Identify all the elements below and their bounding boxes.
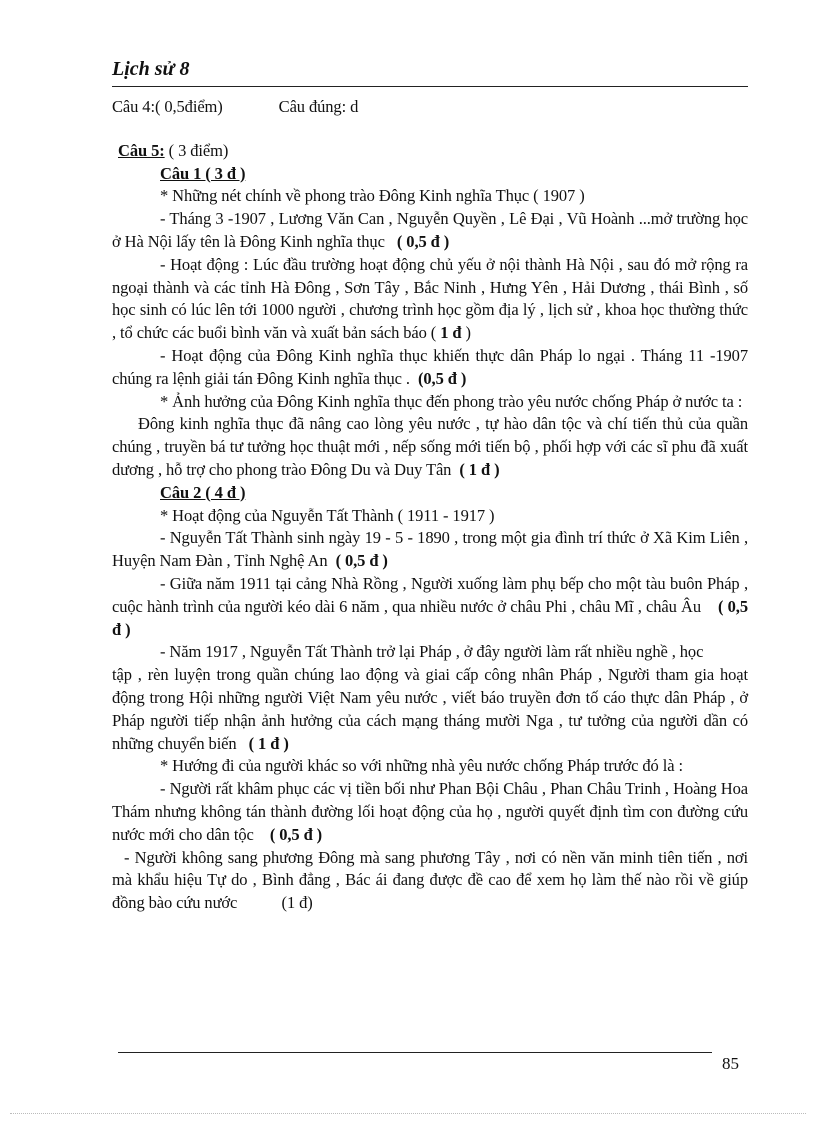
sub2-para-7 xyxy=(112,778,748,846)
sub2-para-4: - Năm 1917 , Nguyễn Tất Thành trở lại Pháp , ở đây người làm rất nhiều nghề , học xyxy=(160,642,704,662)
sub1-para-5: * Ảnh hưởng của Đông Kinh nghĩa thục đến phong trào yêu nước chống Pháp ở nước ta : xyxy=(160,391,743,411)
question-4-answer: Câu đúng: d xyxy=(278,97,359,116)
sub2-para-1: * Hoạt động của Nguyễn Tất Thành ( 1911 - 1917 ) xyxy=(160,505,495,525)
question-5-heading: Câu 5: xyxy=(118,140,165,160)
question-4-line xyxy=(112,96,748,119)
sub2-para-8-text: - Người không sang phương Đông mà sang phương Tây , nơi có nền văn minh tiên tiến , nơi mà khẩu hiệu Tự do , Bình đẳng , Bác ái đang được đề cao để xem họ làm thế nào rồi về giúp đồng bào cứu nước xyxy=(112,847,748,913)
sub2-para-7-text: - Người rất khâm phục các vị tiền bối như Phan Bội Châu , Phan Châu Trinh , Hoàng Hoa Thám nhưng không tán thành đường lối hoạt động của họ , người quyết định tìm con đường cứu nước mới cho dân tộc xyxy=(112,779,748,844)
sub1-para-2-text: - Tháng 3 -1907 , Lương Văn Can , Nguyễn Quyền , Lê Đại , Vũ Hoành ...mở trường học ở Hà Nội lấy tên là Đông Kinh nghĩa thục xyxy=(112,209,748,251)
sub2-para-5-mark: ( 1 đ ) xyxy=(248,733,289,753)
sub2-para-5-text: tập , rèn luyện trong quần chúng lao động và giai cấp công nhân Pháp , Người tham gia hoạt động trong Hội những người Việt Nam yêu nước , viết báo truyền đơn tố cáo thực dân Pháp , ở Pháp người tiếp nhận ảnh hưởng của cách mạng tháng mười Nga , tư tưởng của người dần có những chuyển biến xyxy=(112,665,748,753)
sub1-para-3 xyxy=(112,254,748,345)
sub2-para-5 xyxy=(112,664,748,755)
sub1-para-6 xyxy=(112,413,748,481)
sub2-heading-line xyxy=(160,482,748,505)
sub1-para-4 xyxy=(112,345,748,391)
question-5-points: ( 3 điểm) xyxy=(164,140,229,160)
sub2-para-3 xyxy=(112,573,748,641)
sub2-para-6: * Hướng đi của người khác so với những nhà yêu nước chống Pháp trước đó là : xyxy=(160,756,683,776)
sub2-para-2 xyxy=(112,527,748,573)
sub1-para-6-mark: ( 1 đ ) xyxy=(459,459,500,479)
sub1-para-4-mark: (0,5 đ ) xyxy=(418,368,467,388)
sub2-heading: Câu 2 ( 4 đ ) xyxy=(160,482,246,502)
sub2-para-3-mark: ( 0,5 đ ) xyxy=(112,596,748,639)
sub2-para-2-text: - Nguyễn Tất Thành sinh ngày 19 - 5 - 1890 , trong một gia đình trí thức ở Xã Kim Liên , Huyện Nam Đàn , Tỉnh Nghệ An xyxy=(112,528,748,571)
sub2-para-8 xyxy=(112,847,748,915)
sub1-para-3-mark: 1 đ xyxy=(440,323,462,343)
sub1-para-2-mark: ( 0,5 đ ) xyxy=(396,231,450,251)
sub1-para-4-text: - Hoạt động của Đông Kinh nghĩa thục khiến thực dân Pháp lo ngại . Tháng 11 -1907 chúng ra lệnh giải tán Đông Kinh nghĩa thục . xyxy=(112,345,748,388)
sub2-para-3-text: - Giữa năm 1911 tại cảng Nhà Rồng , Người xuống làm phụ bếp cho một tàu buôn Pháp , cuộc hành trình của người kéo dài 6 năm , qua nhiều nước ở châu Phi , châu Mĩ , châu Âu xyxy=(112,573,748,616)
question-5-heading-line xyxy=(118,140,748,163)
sub2-para-7-mark: ( 0,5 đ ) xyxy=(269,824,323,844)
footer-divider xyxy=(118,1052,712,1053)
sub1-para-3-text: - Hoạt động : Lúc đầu trường hoạt động chủ yếu ở nội thành Hà Nội , sau đó mở rộng ra ngoại thành và các tỉnh Hà Đông , Sơn Tây , Bắc Ninh , Hưng Yên , Hải Dương , thái Bình , số học sinh có lúc lên tới 1000 người , chương trình học gồm địa lý , lịch sử , khoa học thường thức , tổ chức các buổi bình văn và xuất bản sách báo ( xyxy=(112,254,748,343)
page-header-title: Lịch sử 8 xyxy=(112,58,190,80)
sub1-para-1: * Những nét chính về phong trào Đông Kinh nghĩa Thục ( 1907 ) xyxy=(160,186,585,206)
question-4-label: Câu 4:( 0,5điểm) xyxy=(112,97,223,116)
page-bottom-border xyxy=(10,1113,806,1114)
sub2-para-2-mark: ( 0,5 đ ) xyxy=(335,551,388,571)
header-divider xyxy=(112,86,748,87)
sub1-heading-line xyxy=(160,163,748,186)
page-content xyxy=(112,96,748,915)
sub1-heading: Câu 1 ( 3 đ ) xyxy=(160,163,246,183)
sub2-para-8-mark: (1 đ) xyxy=(281,893,313,913)
page-number: 85 xyxy=(722,1054,739,1073)
sub1-para-6-text: Đông kinh nghĩa thục đã nâng cao lòng yêu nước , tự hào dân tộc và chí tiến thủ của quần chúng , truyền bá tư tưởng học thuật mới , nếp sống mới tiến bộ , phối hợp với các sĩ phu đã xuất dương , hỗ trợ cho phong trào Đông Du và Duy Tân xyxy=(112,414,748,479)
sub1-para-3-end: ) xyxy=(461,323,471,343)
sub1-para-2 xyxy=(112,208,748,254)
